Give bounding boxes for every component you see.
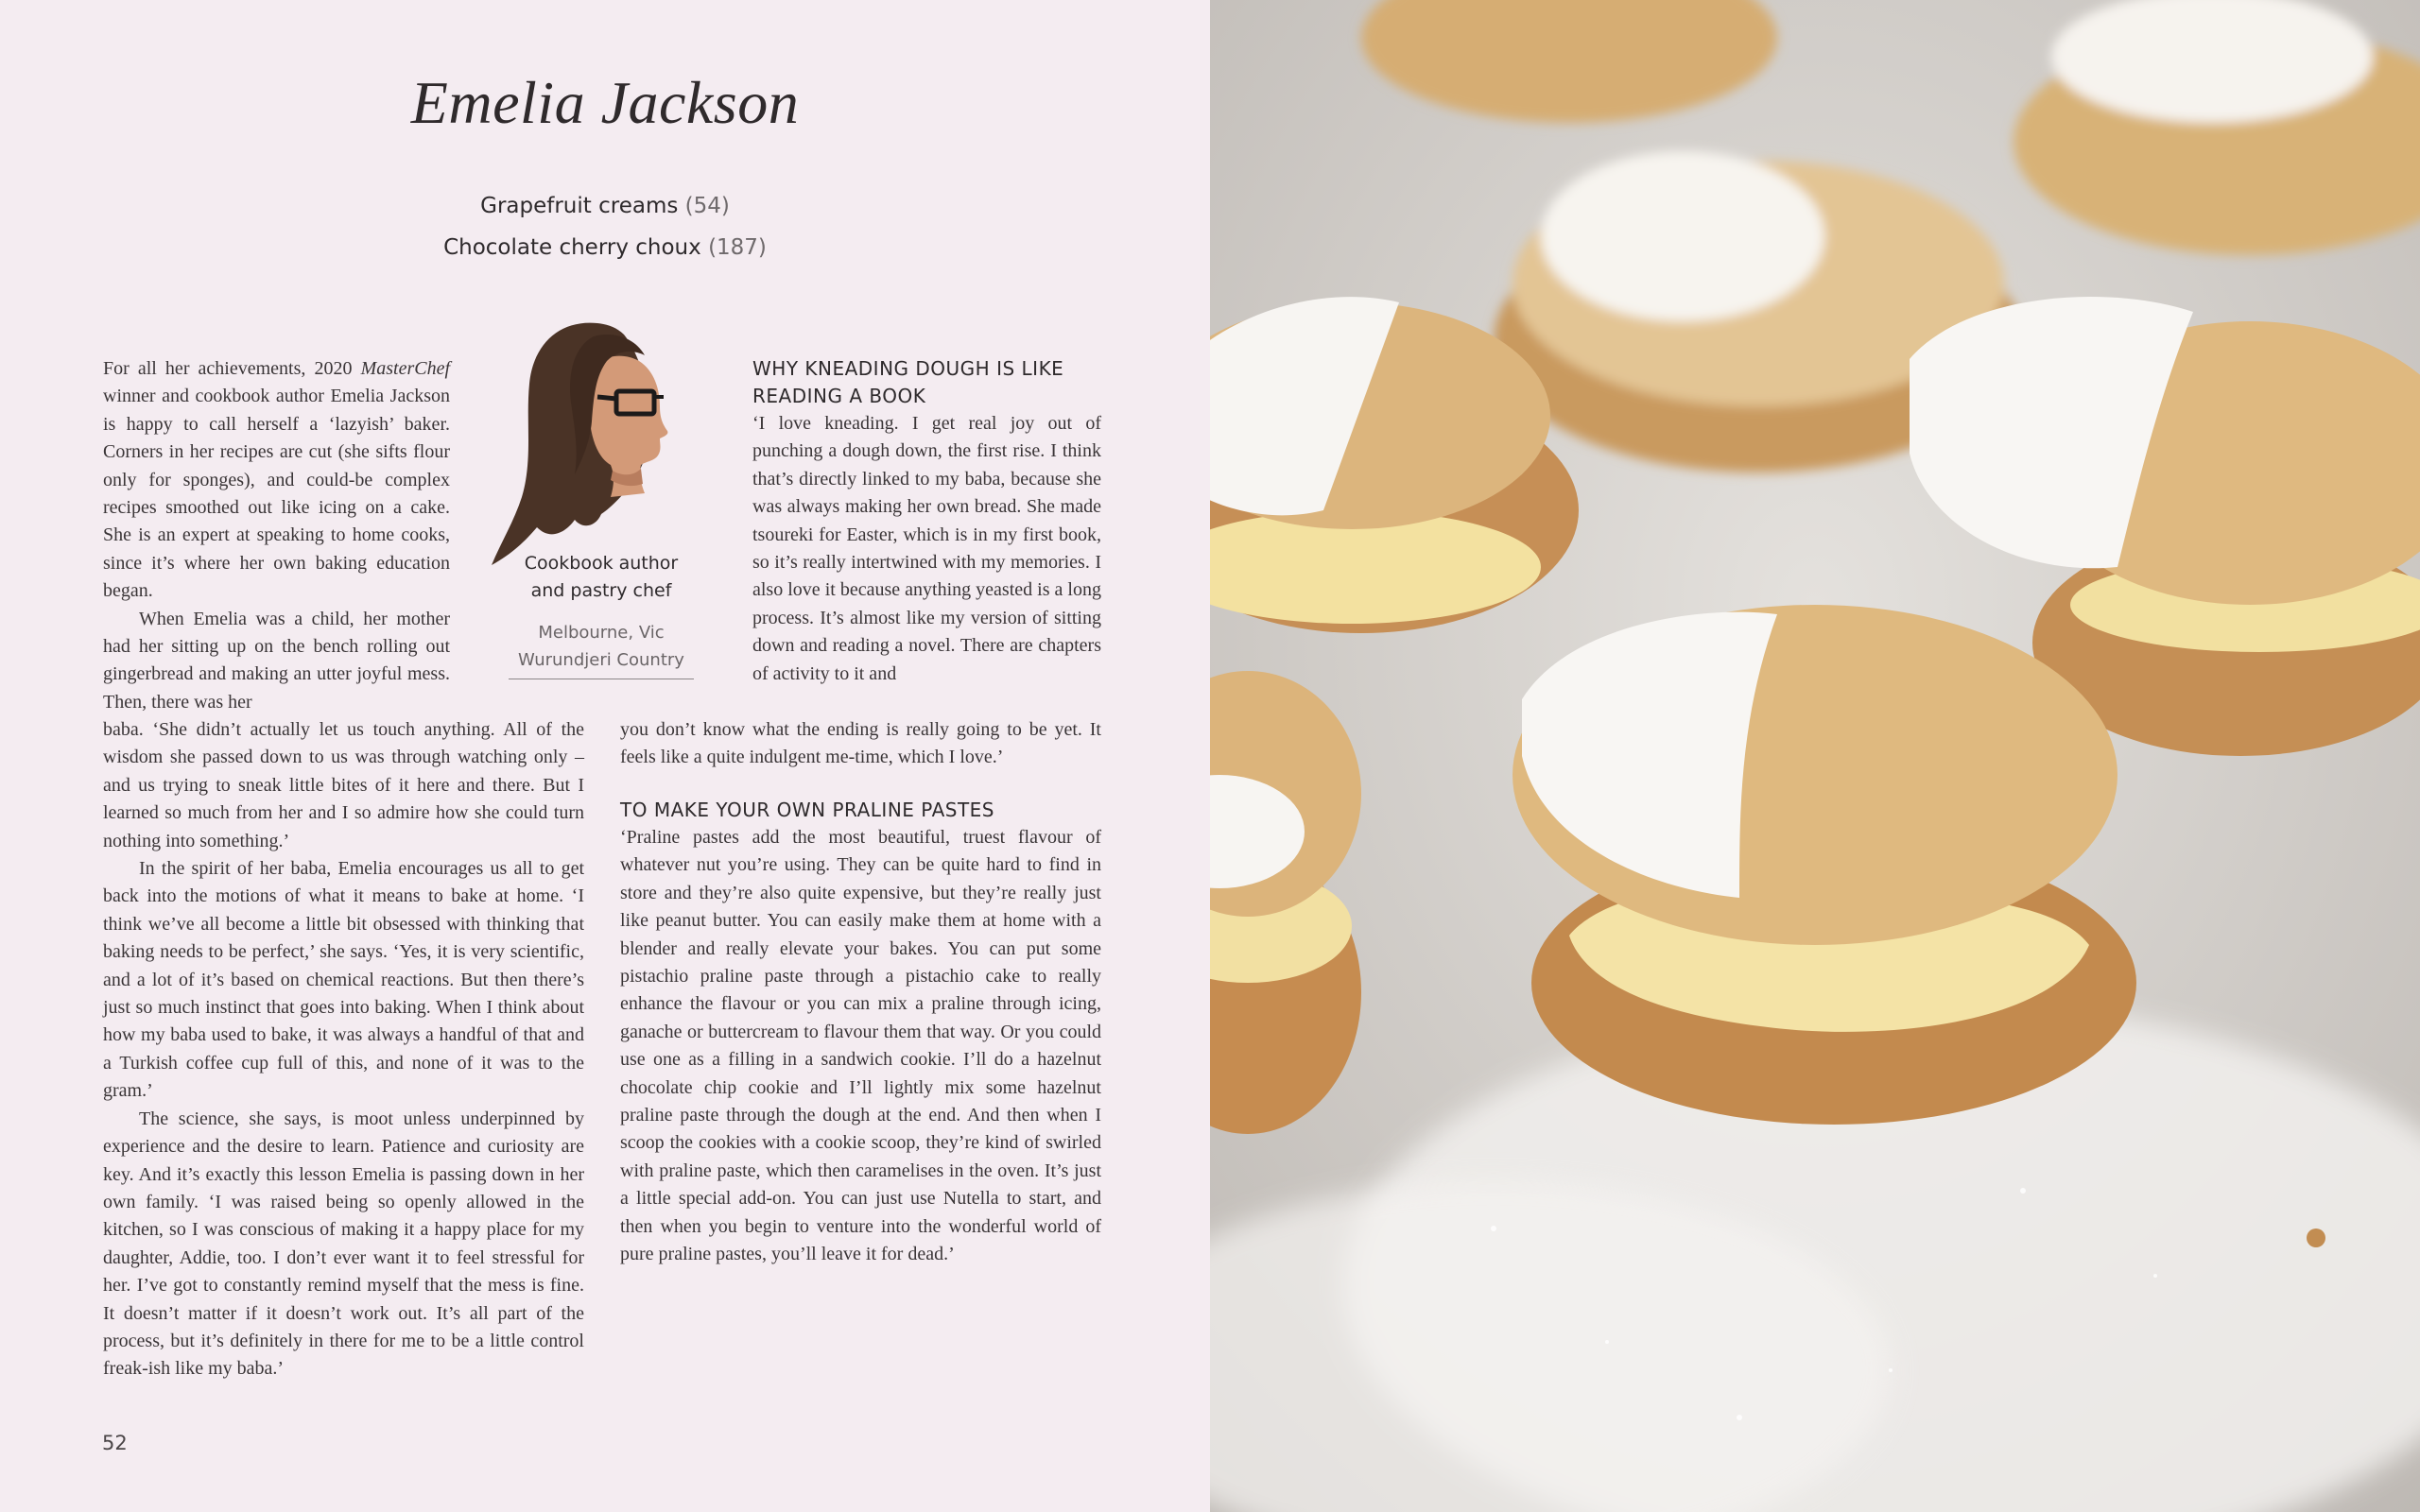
- section-paragraph: you don’t know what the ending is really going to be yet. It feels like a quite indulgent me-time, which I love.’: [620, 719, 1101, 768]
- profile-role: [492, 550, 711, 605]
- section-kneading-continued: [620, 716, 1101, 772]
- section-heading: TO MAKE YOUR OWN PRALINE PASTES: [620, 799, 994, 821]
- body-text: For all her achievements, 2020: [103, 358, 361, 379]
- recipe-name: Grapefruit creams: [480, 194, 679, 218]
- cookie-photo-illustration: [1210, 0, 2420, 1512]
- role-line: and pastry chef: [530, 580, 672, 601]
- portrait-illustration: [484, 318, 698, 568]
- recipe-page: (54): [684, 194, 730, 218]
- food-photo: [1210, 0, 2420, 1512]
- page-number: 52: [102, 1432, 128, 1454]
- recipe-list: [0, 185, 1210, 268]
- body-paragraph: When Emelia was a child, her mother had her sitting up on the bench rolling out gingerbread and making an utter joyful mess. Then, there was her: [103, 608, 450, 713]
- body-column-narrow: [103, 355, 450, 716]
- page-title: Emelia Jackson: [410, 69, 800, 136]
- role-line: Cookbook author: [524, 553, 679, 574]
- body-paragraph: The science, she says, is moot unless underpinned by experience and the desire to learn. Patience and curiosity are key. And it’s exactly this lesson Emelia is passing down in her own family. ‘I was raised being so openly allowed in the kitchen, so I was conscious of making it a happy place for my daughter, Addie, too. I don’t ever want it to feel stressful for her. I’ve got to constantly remind myself that the mess is fine. It doesn’t matter if it doesn’t work out. It’s all part of the process, but it’s definitely in there for me to be a little control freak-ish like my baba.’: [103, 1108, 584, 1380]
- body-paragraph: baba. ‘She didn’t actually let us touch anything. All of the wisdom she passed down to us was through watching only – and us trying to sneak little bites of it here and there. But I learned so much from her and I so admire how she could turn nothing into something.’: [103, 719, 584, 851]
- recipe-page: (187): [708, 235, 767, 260]
- section-heading: WHY KNEADING DOUGH IS LIKE READING A BOOK: [752, 357, 1064, 407]
- section-praline: [620, 797, 1101, 1269]
- location-line: Melbourne, Vic: [538, 623, 665, 643]
- body-column-lower: [103, 716, 584, 1383]
- profile-location: [492, 619, 711, 674]
- recipe-name: Chocolate cherry choux: [443, 235, 701, 260]
- recipe-item[interactable]: [0, 185, 1210, 227]
- body-text: winner and cookbook author Emelia Jackson is happy to call herself a ‘lazyish’ baker. Corners in her recipes are cut (she sifts flour only for sponges), and could-be complex recipes smoothed out like icing on a cake. She is an expert at speaking to home cooks, since it’s where her own baking education began.: [103, 386, 450, 602]
- show-name: MasterChef: [360, 358, 450, 379]
- body-paragraph: [103, 355, 450, 606]
- recipe-item[interactable]: [0, 227, 1210, 268]
- body-paragraph: In the spirit of her baba, Emelia encourages us all to get back into the motions of what it means to bake at home. ‘I think we’ve all become a little bit obsessed with thinking that baking needs to be perfect,’ she says. ‘Yes, it is very scientific, and a lot of it’s based on chemical reactions. But then there’s just so much instinct that goes into baking. When I think about how my baba used to bake, it was always a handful of that and a Turkish coffee cup full of this, and none of it was to the gram.’: [103, 858, 584, 1102]
- section-paragraph: ‘Praline pastes add the most beautiful, truest flavour of whatever nut you’re using. They can be quite hard to find in store and they’re also quite expensive, but they’re really just like peanut butter. You can easily make them at home with a blender and really elevate your bakes. You can put some pistachio praline paste through a pistachio cake to really enhance the flavour or you can mix a praline through icing, ganache or buttercream to flavour them that way. Or you could use one as a filling in a sandwich cookie. I’ll do a hazelnut chocolate chip cookie and I’ll lightly mix some hazelnut praline paste through the dough at the end. And then when I scoop the cookies with a cookie scoop, they’re kind of swirled with praline paste, which then caramelises in the oven. It’s just a little special add-on. You can just use Nutella to start, and then when you begin to venture into the wonderful world of pure praline pastes, you’ll leave it for dead.’: [620, 827, 1101, 1265]
- location-line: Wurundjeri Country: [518, 650, 684, 670]
- section-paragraph: ‘I love kneading. I get real joy out of punching a dough down, the first rise. I think that’s directly linked to my baba, because she was always making her own bread. She made tsoureki for Easter, which is in my first book, so it’s really intertwined with my memories. I also love it because anything yeasted is a long process. It’s almost like my version of sitting down and reading a novel. There are chapters of activity to it and: [752, 413, 1101, 684]
- section-kneading: [752, 355, 1101, 688]
